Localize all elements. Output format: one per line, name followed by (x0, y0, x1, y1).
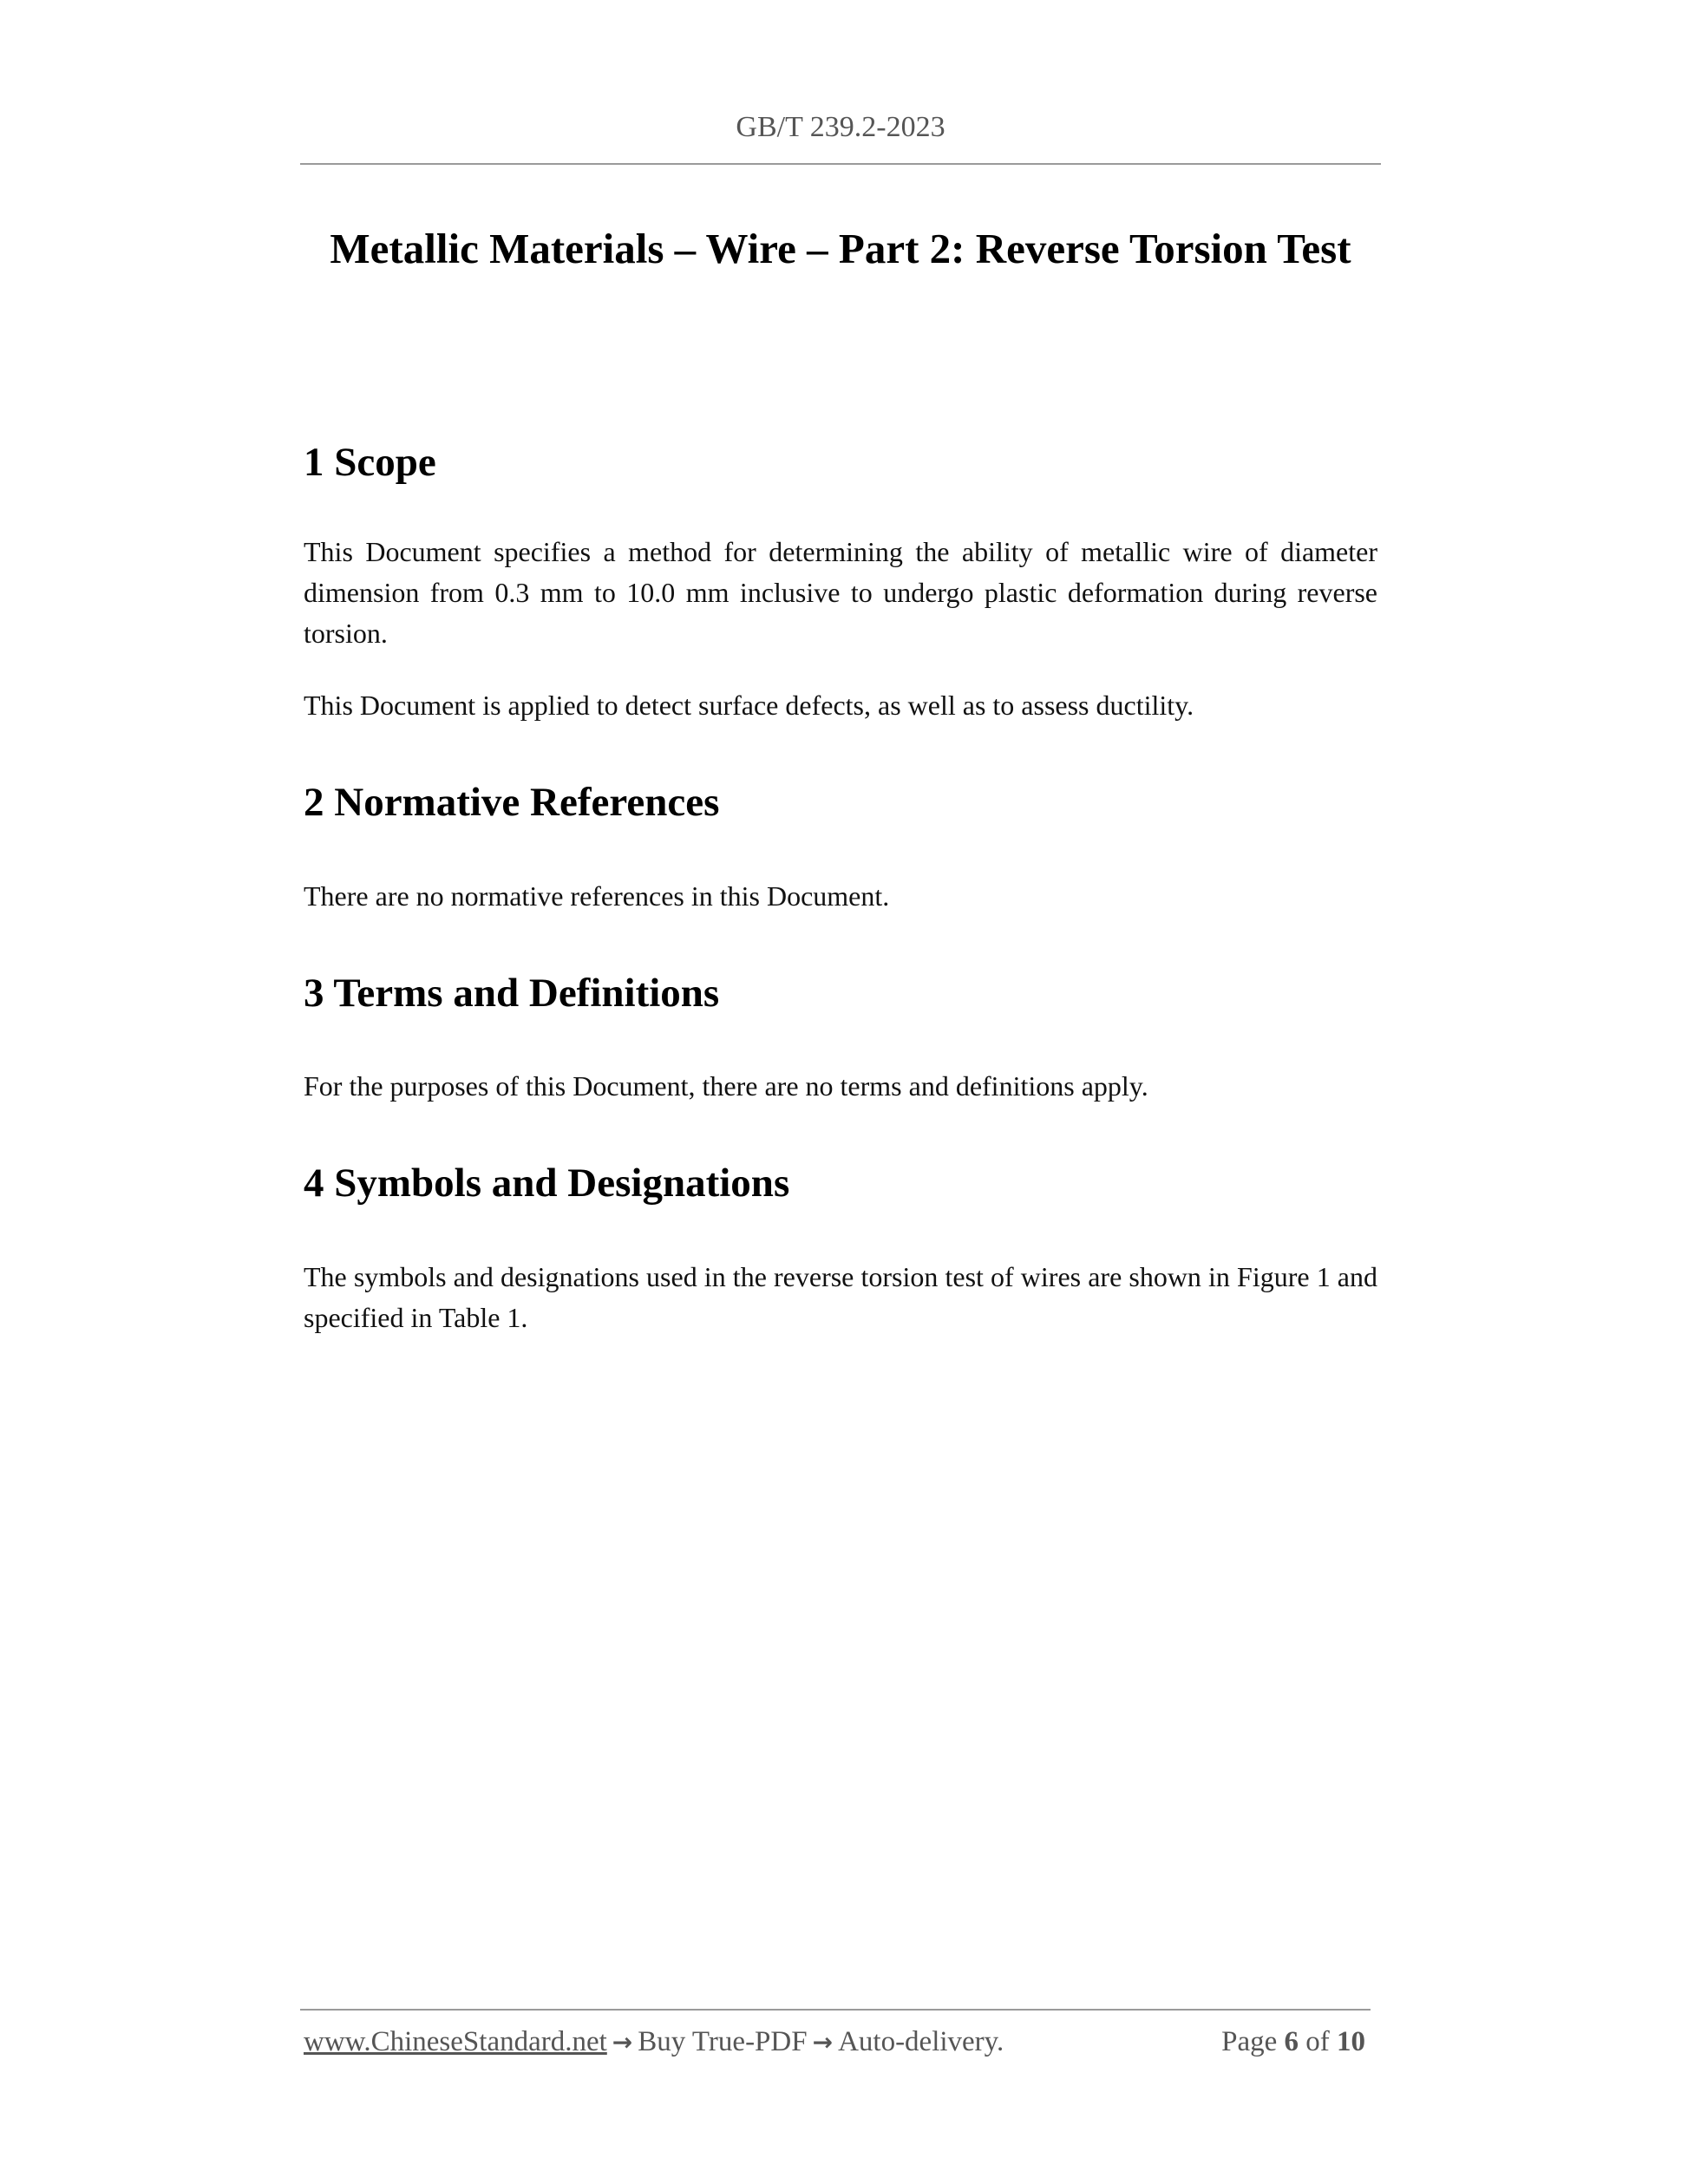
current-page-number: 6 (1284, 2026, 1299, 2057)
section-symbols-and-designations (304, 1159, 1377, 1337)
footer-divider (300, 2009, 1371, 2011)
total-pages-number: 10 (1337, 2026, 1365, 2057)
section-heading-normative-references: 2 Normative References (304, 780, 720, 826)
footer-promo (304, 2026, 1004, 2058)
section-heading-scope: 1 Scope (304, 440, 436, 485)
page-footer (304, 2026, 1371, 2070)
paragraph: This Document specifies a method for determining the ability of metallic wire of diameter dimension from 0.3 mm to 10.0 mm inclusive to undergo plastic deformation during reverse torsion. (304, 536, 1377, 650)
arrow-right-icon: → (612, 2028, 633, 2056)
section-normative-references (304, 778, 1377, 916)
arrow-right-icon: → (812, 2028, 834, 2056)
buy-true-pdf-text: Buy True-PDF (638, 2026, 808, 2057)
section-heading-terms-and-definitions: 3 Terms and Definitions (304, 970, 720, 1016)
page-number (1221, 2026, 1365, 2058)
website-link[interactable]: www.ChineseStandard.net (304, 2026, 607, 2057)
document-title: Metallic Materials – Wire – Part 2: Reverse Torsion Test (330, 225, 1351, 272)
page-header-standard-code: GB/T 239.2-2023 (736, 111, 945, 143)
paragraph: For the purposes of this Document, there are no terms and definitions apply. (304, 1070, 1148, 1102)
header-divider (300, 163, 1381, 165)
of-label: of (1305, 2026, 1330, 2057)
section-scope (304, 438, 1377, 726)
paragraph: The symbols and designations used in the reverse torsion test of wires are shown in Figure 1 and specified in Table 1. (304, 1260, 1377, 1333)
section-heading-symbols-and-designations: 4 Symbols and Designations (304, 1161, 790, 1206)
paragraph: There are no normative references in this Document. (304, 879, 890, 912)
section-terms-and-definitions (304, 969, 1377, 1107)
page-label: Page (1221, 2026, 1278, 2057)
paragraph: This Document is applied to detect surface defects, as well as to assess ductility. (304, 690, 1194, 722)
document-body (304, 438, 1377, 1390)
auto-delivery-text: Auto-delivery. (838, 2026, 1004, 2057)
